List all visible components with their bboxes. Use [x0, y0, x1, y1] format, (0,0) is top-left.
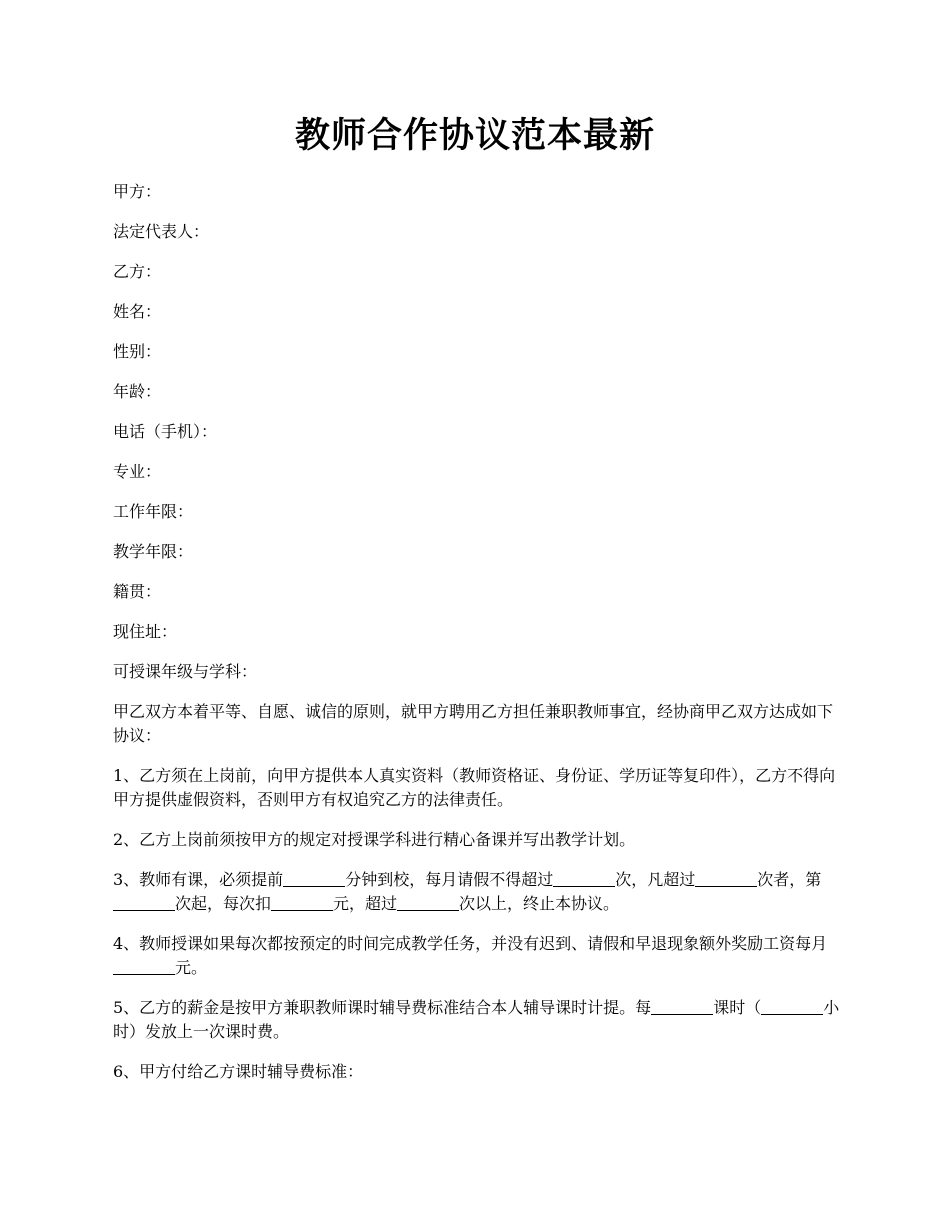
blank-minutes [283, 870, 345, 887]
field-grades-subjects: 可授课年级与学科： [113, 662, 258, 681]
field-gender: 性别： [113, 342, 162, 361]
field-teaching-years: 教学年限： [113, 542, 194, 561]
field-age: 年龄： [113, 382, 162, 401]
clause-2: 2、乙方上岗前须按甲方的规定对授课学科进行精心备课并写出教学计划。 [113, 830, 636, 849]
clause-5-part-a: 5、乙方的薪金是按甲方兼职教师课时辅导费标准结合本人辅导课时计提。每 [113, 998, 652, 1017]
clause-4-part-b: 元。 [175, 958, 208, 977]
clause-6: 6、甲方付给乙方课时辅导费标准： [113, 1062, 364, 1081]
clause-5-part-b: 课时（ [713, 998, 762, 1017]
blank-deduct-amount [271, 894, 333, 911]
blank-exceed-times [695, 870, 757, 887]
field-legal-representative: 法定代表人： [113, 222, 210, 241]
blank-terminate-times [397, 894, 459, 911]
clause-5 [113, 996, 843, 1044]
blank-bonus-amount [113, 958, 175, 975]
clause-3-part-g: 次以上，终止本协议。 [459, 894, 620, 913]
clause-3-part-b: 分钟到校，每月请假不得超过 [345, 870, 554, 889]
field-current-address: 现住址： [113, 622, 178, 641]
document-body [113, 180, 843, 1100]
blank-leave-times [553, 870, 615, 887]
field-phone: 电话（手机）： [113, 422, 218, 441]
field-work-years: 工作年限： [113, 502, 194, 521]
clause-4 [113, 932, 843, 980]
clause-1: 1、乙方须在上岗前，向甲方提供本人真实资料（教师资格证、身份证、学历证等复印件），乙方不得向甲方提供虚假资料，否则甲方有权追究乙方的法律责任。 [113, 766, 836, 809]
clause-3-part-e: 次起，每次扣 [175, 894, 272, 913]
clause-3-part-f: 元，超过 [333, 894, 398, 913]
clause-3-part-d: 次者，第 [757, 870, 822, 889]
clause-3 [113, 868, 843, 916]
field-major: 专业： [113, 462, 162, 481]
clause-3-part-c: 次，凡超过 [615, 870, 696, 889]
clause-3-part-a: 3、教师有课，必须提前 [113, 870, 284, 889]
field-name: 姓名： [113, 302, 162, 321]
field-party-a: 甲方： [113, 182, 162, 201]
clause-5-part-c: 小时）发放上一次课时费。 [113, 998, 840, 1041]
field-party-b: 乙方： [113, 262, 162, 281]
intro-paragraph: 甲乙双方本着平等、自愿、诚信的原则，就甲方聘用乙方担任兼职教师事宜，经协商甲乙双方达成如下协议： [113, 702, 834, 745]
blank-hours [761, 998, 823, 1015]
document-title: 教师合作协议范本最新 [294, 115, 655, 156]
blank-lesson-count [651, 998, 713, 1015]
field-native-place: 籍贯： [113, 582, 162, 601]
clause-4-part-a: 4、教师授课如果每次都按预定的时间完成教学任务，并没有迟到、请假和早退现象额外奖励工资每月 [113, 934, 828, 953]
blank-from-times [113, 894, 175, 911]
